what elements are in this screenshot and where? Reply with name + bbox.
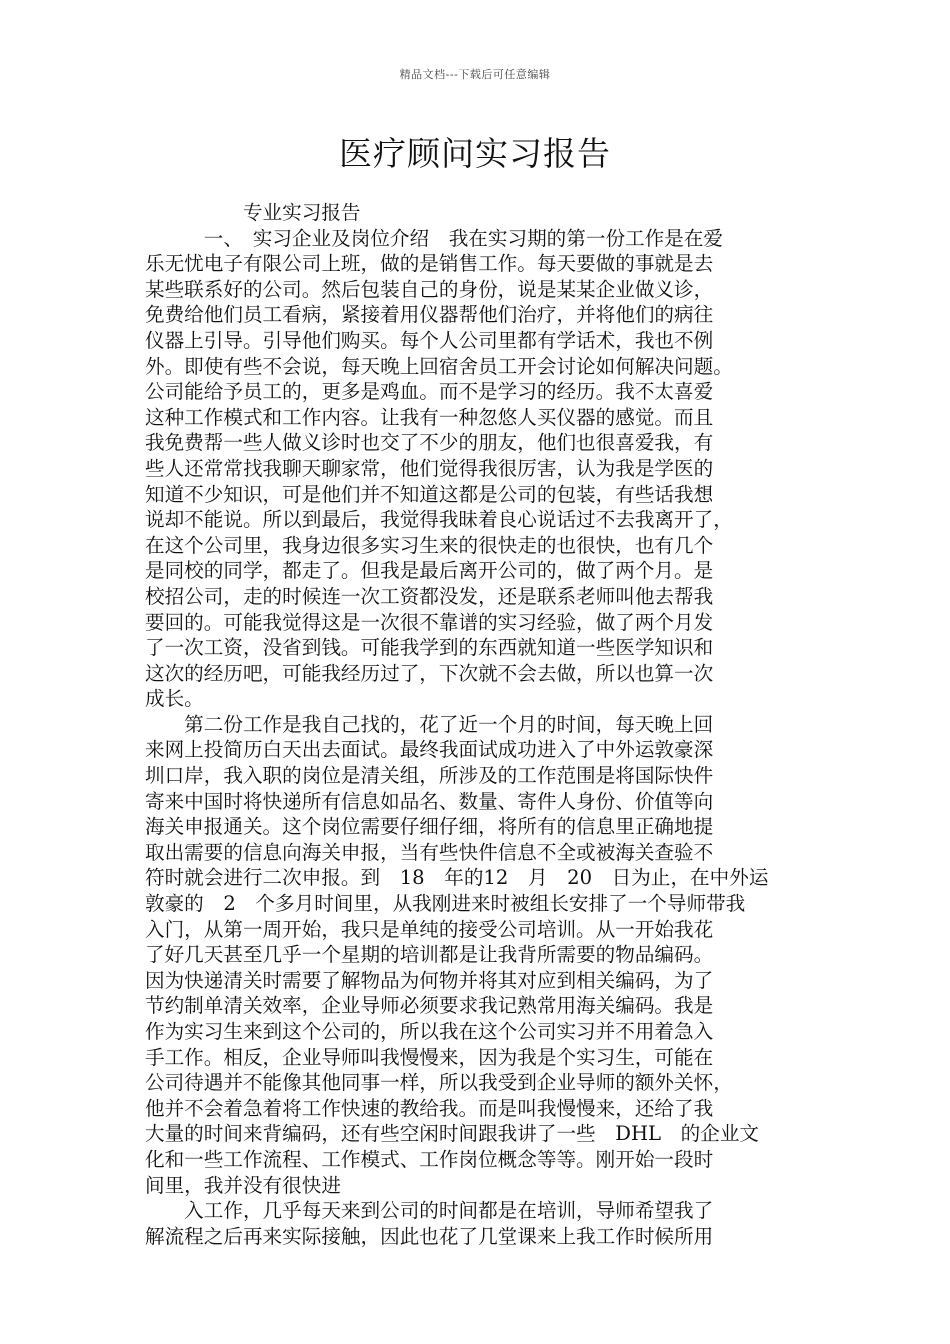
body-line: 一、 实习企业及岗位介绍 我在实习期的第一份工作是在爱 <box>145 226 724 250</box>
body-line: 第二份工作是我自己找的，花了近一个月的时间，每天晚上回 <box>145 712 714 736</box>
body-line: 我免费帮一些人做义诊时也交了不少的朋友，他们也很喜爱我，有 <box>145 431 714 455</box>
body-line: 化和一些工作流程、工作模式、工作岗位概念等等。刚开始一段时 <box>145 1147 714 1171</box>
body-line: 手工作。相反，企业导师叫我慢慢来，因为我是个实习生，可能在 <box>145 1045 714 1069</box>
body-line: 成长。 <box>145 687 204 711</box>
body-line: 取出需要的信息向海关申报，当有些快件信息不全或被海关查验不 <box>145 840 714 864</box>
header-note: 精品文档---下载后可任意编辑 <box>399 68 551 81</box>
body-line: 这种工作模式和工作内容。让我有一种忽悠人买仪器的感觉。而且 <box>145 405 714 429</box>
body-line: 某些联系好的公司。然后包装自己的身份，说是某某企业做义诊， <box>145 277 714 301</box>
body-line: 因为快递清关时需要了解物品为何物并将其对应到相关编码，为了 <box>145 968 714 992</box>
document-title: 医疗顾问实习报告 <box>339 134 611 173</box>
body-line: 间里，我并没有很快进 <box>145 1173 341 1197</box>
body-line: 要回的。可能我觉得这是一次很不靠谱的实习经验，做了两个月发 <box>145 610 714 634</box>
body-line: 寄来中国时将快递所有信息如品名、数量、寄件人身份、价值等向 <box>145 789 714 813</box>
body-line: 了好几天甚至几乎一个星期的培训都是让我背所需要的物品编码。 <box>145 943 714 967</box>
body-line: 公司待遇并不能像其他同事一样，所以我受到企业导师的额外关怀， <box>145 1071 733 1095</box>
body-line: 是同校的同学，都走了。但我是最后离开公司的，做了两个月。是 <box>145 559 714 583</box>
body-line: 解流程之后再来实际接触，因此也花了几堂课来上我工作时候所用 <box>145 1224 714 1248</box>
body-line: 在这个公司里，我身边很多实习生来的很快走的也很快，也有几个 <box>145 533 714 557</box>
body-line: 大量的时间来背编码，还有些空闲时间跟我讲了一些 DHL 的企业文 <box>145 1122 760 1146</box>
body-line: 免费给他们员工看病，紧接着用仪器帮他们治疗，并将他们的病往 <box>145 303 714 327</box>
body-line: 外。即使有些不会说，每天晚上回宿舍员工开会讨论如何解决问题。 <box>145 354 733 378</box>
body-line: 圳口岸，我入职的岗位是清关组，所涉及的工作范围是将国际快件 <box>145 764 714 788</box>
body-line: 了一次工资，没省到钱。可能我学到的东西就知道一些医学知识和 <box>145 636 714 660</box>
body-line: 来网上投简历白天出去面试。最终我面试成功进入了中外运敦豪深 <box>145 738 714 762</box>
body-line: 公司能给予员工的，更多是鸡血。而不是学习的经历。我不太喜爱 <box>145 380 714 404</box>
body-line: 作为实习生来到这个公司的，所以我在这个公司实习并不用着急入 <box>145 1020 714 1043</box>
document-body <box>145 200 815 1249</box>
body-line: 这次的经历吧，可能我经历过了，下次就不会去做，所以也算一次 <box>145 661 714 685</box>
body-line: 仪器上引导。引导他们购买。每个人公司里都有学话术，我也不例 <box>145 328 714 352</box>
body-line: 校招公司，走的时候连一次工资都没发，还是联系老师叫他去帮我 <box>145 584 714 608</box>
body-line: 专业实习报告 <box>145 201 361 224</box>
body-line: 敦豪的 2 个多月时间里，从我刚进来时被组长安排了一个导师带我 <box>145 892 746 916</box>
body-line: 入门，从第一周开始，我只是单纯的接受公司培训。从一开始我花 <box>145 917 714 941</box>
body-line: 些人还常常找我聊天聊家常，他们觉得我很厉害，认为我是学医的 <box>145 456 714 480</box>
body-line: 符时就会进行二次申报。到 18 年的12 月 20 日为止，在中外运 <box>145 866 769 890</box>
body-line: 节约制单清关效率，企业导师必须要求我记熟常用海关编码。我是 <box>145 994 714 1018</box>
body-line: 他并不会着急着将工作快速的教给我。而是叫我慢慢来，还给了我 <box>145 1096 714 1120</box>
body-line: 海关申报通关。这个岗位需要仔细仔细，将所有的信息里正确地提 <box>145 815 714 839</box>
body-line: 乐无忧电子有限公司上班，做的是销售工作。每天要做的事就是去 <box>145 252 714 276</box>
body-line: 入工作，几乎每天来到公司的时间都是在培训，导师希望我了 <box>145 1199 714 1223</box>
body-line: 说却不能说。所以到最后，我觉得我昧着良心说话过不去我离开了， <box>145 508 733 532</box>
body-line: 知道不少知识，可是他们并不知道这都是公司的包装，有些话我想 <box>145 482 714 506</box>
